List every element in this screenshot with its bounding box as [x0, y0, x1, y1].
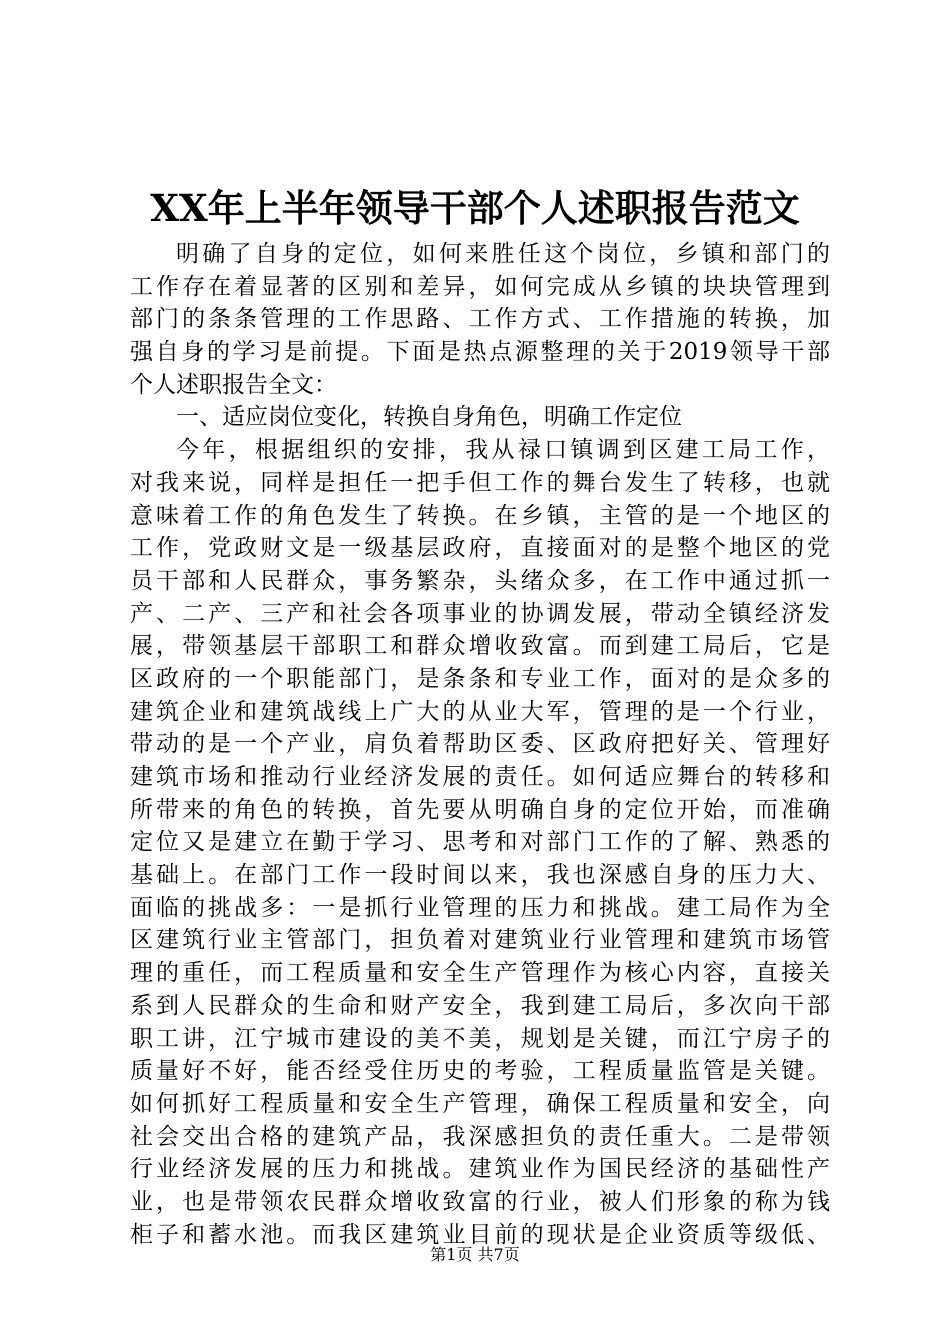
text-line: 社会交出合格的建筑产品，我深感担负的责任重大。二是带领 — [130, 1123, 830, 1150]
text-line: 对我来说，同样是担任一把手但工作的舞台发生了转移，也就 — [130, 469, 830, 496]
text-line: 行业经济发展的压力和挑战。建筑业作为国民经济的基础性产 — [130, 1156, 830, 1183]
text-line: 工作存在着显著的区别和差异，如何完成从乡镇的块块管理到 — [130, 273, 830, 300]
text-line: 柜子和蓄水池。而我区建筑业目前的现状是企业资质等级低、 — [130, 1221, 830, 1248]
text-line: 员干部和人民群众，事务繁杂，头绪众多，在工作中通过抓一 — [130, 567, 830, 594]
document-body — [130, 238, 830, 1251]
text-line: 强自身的学习是前提。下面是热点源整理的关于2019领导干部 — [130, 339, 830, 366]
text-line: 明确了自身的定位，如何来胜任这个岗位，乡镇和部门的 — [176, 241, 830, 267]
text-line: 意味着工作的角色发生了转换。在乡镇，主管的是一个地区的 — [130, 502, 830, 529]
text-line: 区政府的一个职能部门，是条条和专业工作，面对的是众多的 — [130, 665, 830, 692]
text-line: 基础上。在部门工作一段时间以来，我也深感自身的压力大、 — [130, 862, 830, 889]
text-line: 所带来的角色的转换，首先要从明确自身的定位开始，而准确 — [130, 796, 830, 823]
document-title: XX年上半年领导干部个人述职报告范文 — [150, 186, 800, 230]
text-line: 展，带领基层干部职工和群众增收致富。而到建工局后，它是 — [130, 633, 830, 660]
page-number-footer: 第1页 共7页 — [430, 1245, 520, 1264]
text-line: 业，也是带领农民群众增收致富的行业，被人们形象的称为钱 — [130, 1188, 830, 1215]
text-line: 部门的条条管理的工作思路、工作方式、工作措施的转换，加 — [130, 306, 830, 333]
text-line: 区建筑行业主管部门，担负着对建筑业行业管理和建筑市场管 — [130, 927, 830, 954]
text-line: 工作，党政财文是一级基层政府，直接面对的是整个地区的党 — [130, 535, 830, 562]
text-line: 带动的是一个产业，肩负着帮助区委、区政府把好关、管理好 — [130, 731, 830, 758]
text-line: 定位又是建立在勤于学习、思考和对部门工作的了解、熟悉的 — [130, 829, 830, 856]
text-line: 职工讲，江宁城市建设的美不美，规划是关键，而江宁房子的 — [130, 1025, 830, 1052]
section-heading: 一、适应岗位变化，转换自身角色，明确工作定位 — [176, 404, 682, 431]
text-line: 建筑企业和建筑战线上广大的从业大军，管理的是一个行业， — [130, 698, 830, 725]
text-line: 个人述职报告全文： — [130, 371, 337, 398]
text-line: 理的重任，而工程质量和安全生产管理作为核心内容，直接关 — [130, 960, 830, 987]
text-line: 产、二产、三产和社会各项事业的协调发展，带动全镇经济发 — [130, 600, 830, 627]
text-line: 今年，根据组织的安排，我从禄口镇调到区建工局工作， — [176, 437, 830, 464]
text-line: 面临的挑战多：一是抓行业管理的压力和挑战。建工局作为全 — [130, 894, 830, 921]
text-line: 如何抓好工程质量和安全生产管理，确保工程质量和安全，向 — [130, 1090, 830, 1117]
text-line: 质量好不好，能否经受住历史的考验，工程质量监管是关键。 — [130, 1058, 830, 1085]
text-line: 建筑市场和推动行业经济发展的责任。如何适应舞台的转移和 — [130, 764, 830, 790]
text-line: 系到人民群众的生命和财产安全，我到建工局后，多次向干部 — [130, 992, 830, 1019]
